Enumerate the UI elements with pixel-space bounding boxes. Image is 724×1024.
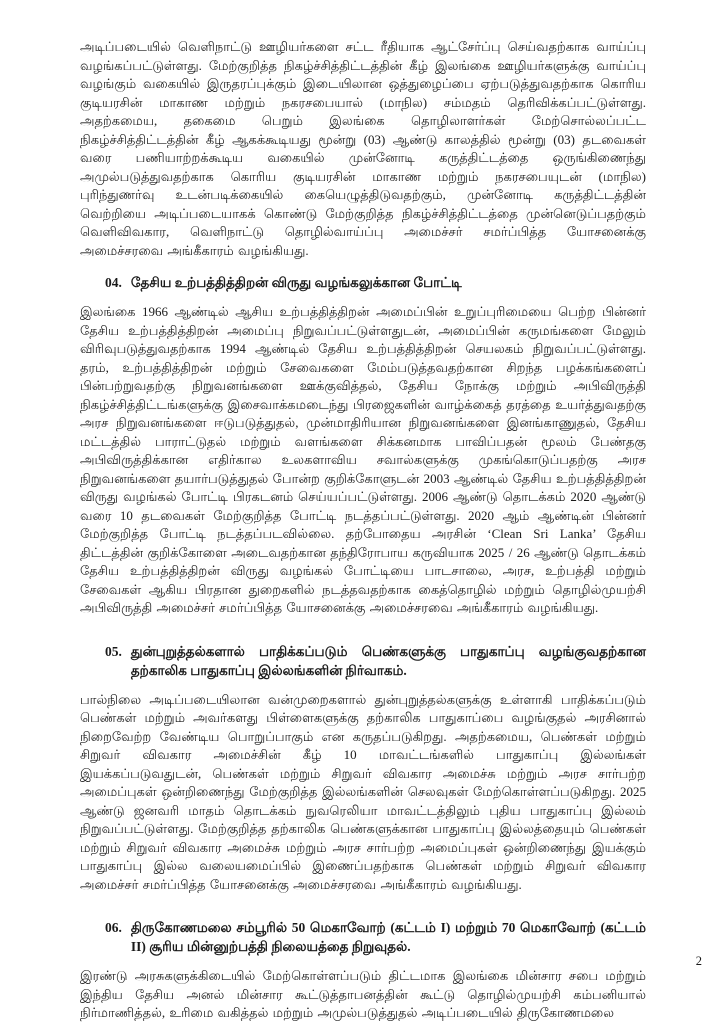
section-04-body: இலங்கை 1966 ஆண்டில் ஆசிய உற்பத்தித்திறன் அமைப்பின் உறுப்புரிமையை பெற்ற பின்னர் தேசிய உற்பத்தித்திறன் அமைப்பு நிறுவப்பட்டுள்ளதுடன், அமைப்பின் கருமங்களை மேலும் விரிவுபடுத்துவதற்காக 1994 ஆண்டில் தேசிய உற்பத்தித்திறன் செயலகம் நிறுவப்பட்டுள்ளது. தரம், உற்பத்தித்திறன் மற்றும் சேவைகளை மேம்படுத்தவதற்கான சிறந்த பழக்கங்களைப் பின்பற்றுவதற்கு நிறுவனங்களை ஊக்குவித்தல், தேசிய நோக்கு மற்றும் அபிவிருத்தி நிகழ்ச்சித்திட்டங்களுக்கு இசைவாக்கமடைந்து பிரஜைகளின் வாழ்க்கைத் தரத்தை உயர்த்துவதற்கு அரச நிறுவனங்களை ஈடுபடுத்துதல், முன்மாதிரியான நிறுவனங்களை இனங்காணுதல், தேசிய மட்டத்தில் பாராட்டுதல் மற்றும் வளங்களை சிக்கனமாக பாவிப்பதன் மூலம் பேண்தகு அபிவிருத்திக்கான எதிர்கால உலகளாவிய சவால்களுக்கு முகங்கொடுப்பதற்கு அரச நிறுவனங்களை தயார்படுத்துதல் போன்ற குறிக்கோளுடன் 2003 ஆண்டில் தேசிய உற்பத்தித்திறன் விருது வழங்கல் போட்டி பிரகடனம் செய்யப்பட்டுள்ளது. 2006 ஆண்டு தொடக்கம் 2020 ஆண்டு வரை 10 தடவைகள் மேற்குறித்த போட்டி நடத்தப்பட்டுள்ளது. 2020 ஆம் ஆண்டின் பின்னர் மேற்குறித்த போட்டி நடத்தப்படவில்லை. தற்போதைய அரசின் ‘Clean Sri Lanka’ தேசிய திட்டத்தின் குறிக்கோளை அடைவதற்கான தந்திரோபாய கருவியாக 2025 / 26 ஆண்டு தொடக்கம் தேசிய உற்பத்தித்திறன் விருது வழங்கல் போட்டியை பாடசாலை, அரச, உற்பத்தி மற்றும் சேவைகள் ஆகிய பிரதான துறைகளில் நடத்தவதற்காக கைத்தொழில் மற்றும் தொழில்முயற்சி அபிவிருத்தி அமைச்சர் சமர்ப்பித்த யோசனைக்கு அமைச்சரவை அங்கீகாரம் வழங்கியது. bbox=[80, 304, 646, 615]
section-04-number: 04. bbox=[105, 275, 122, 290]
section-05-title: துன்புறுத்தல்களால் பாதிக்கப்படும் பெண்களுக்கு பாதுகாப்பு வழங்குவதற்கான தற்காலிக பாதுகாப்பு இல்லங்களின் நிர்வாகம். bbox=[130, 643, 646, 678]
section-04 bbox=[80, 273, 646, 618]
section-05 bbox=[80, 642, 646, 895]
intro-paragraph: அடிப்படையில் வெளிநாட்டு ஊழியர்களை சட்ட ரீதியாக ஆட்சேர்ப்பு செய்வதற்காக வாய்ப்பு வழங்கப்பட்டுள்ளது. மேற்குறித்த நிகழ்ச்சித்திட்டத்தின் கீழ் இலங்கை ஊழியர்களுக்கு வாய்ப்பு வழங்கும் வகையில் இருதரப்புக்கும் இடையிலான ஒத்துழைப்பை ஏற்படுத்துவதற்காக கொரிய குடியரசின் மாகாண மற்றும் நகரசபையால் (மாநில) சம்மதம் தெரிவிக்கப்பட்டுள்ளது. அதற்கமைய, தகைமை பெறும் இலங்கை தொழிலாளர்கள் மேற்சொல்லப்பட்ட நிகழ்ச்சித்திட்டத்தின் கீழ் ஆகக்கூடியது மூன்று (03) ஆண்டு காலத்தில் மூன்று (03) தடவைகள் வரை பணியாற்றக்கூடிய வகையில் முன்னோடி கருத்திட்டத்தை ஒருங்கிணைந்து அமுல்படுத்துவதற்காக கொரிய குடியரசின் மாகாண மற்றும் நகரசபையுடன் (மாநில) புரிந்துணர்வு உடன்படிக்கையில் கையெழுத்திடுவதற்கும், முன்னோடி கருத்திட்டத்தின் வெற்றியை அடிப்படையாகக் கொண்டு மேற்குறித்த நிகழ்ச்சித்திட்டத்தை முன்னெடுப்பதற்கும் வெளிவிவகார, வெளிநாட்டு தொழில்வாய்ப்பு அமைச்சர் சமர்ப்பித்த யோசனைக்கு அமைச்சரவை அங்கீகாரம் வழங்கியது. bbox=[80, 39, 646, 258]
section-06-body: இரண்டு அரசுகளுக்கிடையில் மேற்கொள்ளப்படும் திட்டமாக இலங்கை மின்சார சபை மற்றும் இந்திய தேசிய அனல் மின்சார கூட்டுத்தாபனத்தின் கூட்டு தொழில்முயற்சி கம்பனியால் நிர்மாணித்தல், உரிமை வகித்தல் மற்றும் அமுல்படுத்துதல் அடிப்படையில் திருகோணமலை bbox=[80, 968, 646, 1020]
section-06-number: 06. bbox=[105, 920, 122, 935]
section-06-heading bbox=[80, 918, 646, 956]
section-05-number: 05. bbox=[105, 643, 122, 659]
section-05-heading bbox=[80, 642, 646, 680]
section-04-heading bbox=[80, 273, 646, 292]
section-04-title: தேசிய உற்பத்தித்திறன் விருது வழங்கலுக்கான போட்டி bbox=[130, 275, 462, 290]
section-06 bbox=[80, 918, 646, 1023]
section-05-body: பால்நிலை அடிப்படையிலான வன்முறைகளால் துன்புறுத்தல்களுக்கு உள்ளாகி பாதிக்கப்படும் பெண்கள் மற்றும் அவர்களது பிள்ளைகளுக்கு தற்காலிக பாதுகாப்பை வழங்குதல் அரசினால் நிறைவேற்ற வேண்டிய பொறுப்பாகும் என கருதப்படுகிறது. அதற்கமைய, பெண்கள் மற்றும் சிறுவர் விவகார அமைச்சின் கீழ் 10 மாவட்டங்களில் பாதுகாப்பு இல்லங்கள் இயக்கப்படுவதுடன், பெண்கள் மற்றும் சிறுவர் விவகார அமைச்சு மற்றும் அரச சார்பற்ற அமைப்புகள் ஒன்றிணைந்து மேற்குறித்த இல்லங்களின் செலவுகள் மேற்கொள்ளப்படுகிறது. 2025 ஆண்டு ஜனவரி மாதம் தொடக்கம் நுவரெலியா மாவட்டத்திலும் புதிய பாதுகாப்பு இல்லம் நிறுவப்பட்டுள்ளது. மேற்குறித்த தற்காலிக பெண்களுக்கான பாதுகாப்பு இல்லத்தையும் பெண்கள் மற்றும் சிறுவர் விவகார அமைச்சு மற்றும் அரச சார்பற்ற அமைப்புகள் ஒன்றிணைந்து இயக்கும் பாதுகாப்பு இல்ல வலையமைப்பில் இணைப்பதற்காக பெண்கள் மற்றும் சிறுவர் விவகார அமைச்சர் சமர்ப்பித்த யோசனைக்கு அமைச்சரவை அங்கீகாரம் வழங்கியது. bbox=[80, 691, 646, 892]
section-06-title: திருகோணமலை சம்பூரில் 50 மெகாவோற் (கட்டம் I) மற்றும் 70 மெகாவோற் (கட்டம் II) சூரிய மின்னுற்பத்தி நிலையத்தை நிறுவுதல். bbox=[130, 920, 646, 954]
page-number: 2 bbox=[695, 954, 702, 968]
page-content bbox=[80, 38, 646, 1023]
